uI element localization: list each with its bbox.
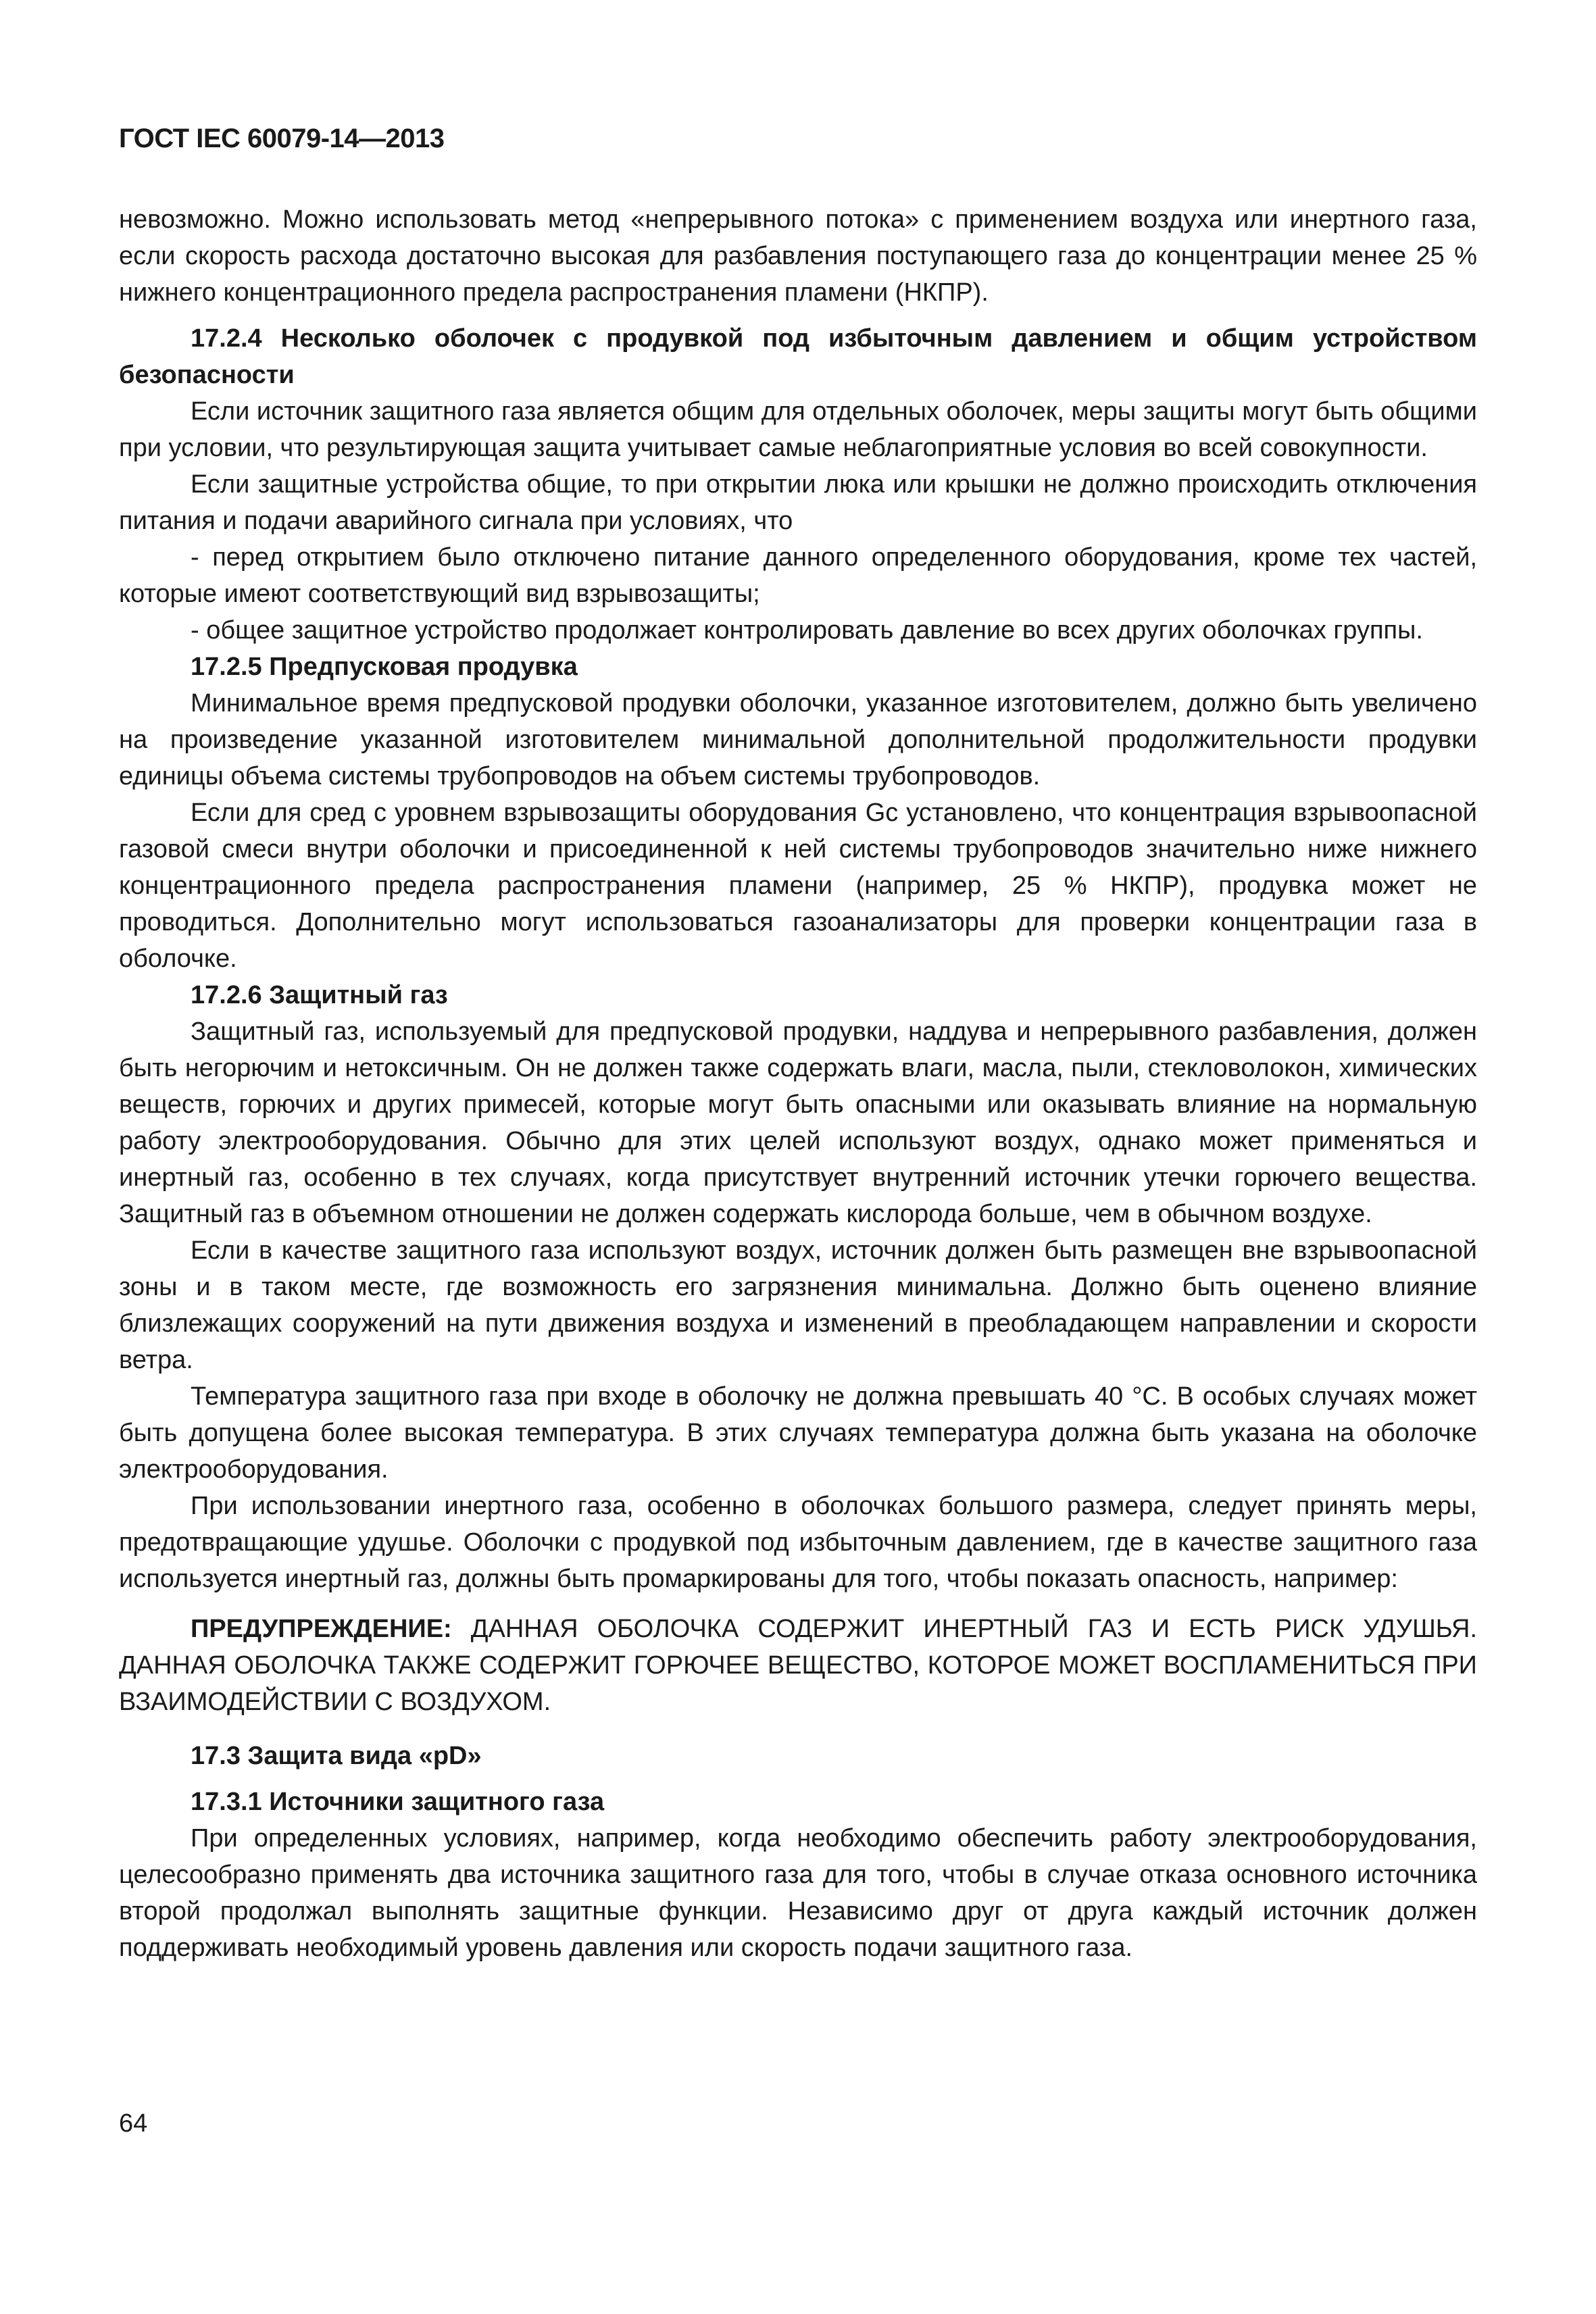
warning-text: ДАННАЯ ОБОЛОЧКА СОДЕРЖИТ ИНЕРТНЫЙ ГАЗ И ЕСТЬ РИСК УДУШЬЯ. ДАННАЯ ОБОЛОЧКА ТАКЖЕ СОДЕРЖИТ ГОРЮЧЕЕ ВЕЩЕСТВО, КОТОРОЕ МОЖЕТ ВОСПЛАМЕНИТЬСЯ ПРИ ВЗАИМОДЕЙСТВИИ С ВОЗДУХОМ.	[119, 1615, 1477, 1716]
paragraph: Минимальное время предпусковой продувки оболочки, указанное изготовителем, должно быть увеличено на произведение указанной изготовителем минимальной дополнительной продолжительности продувки единицы объема системы трубопроводов на объем системы трубопроводов.	[119, 689, 1477, 790]
list-item: - общее защитное устройство продолжает контролировать давление во всех других оболочках группы.	[191, 616, 1423, 645]
paragraph: При определенных условиях, например, когда необходимо обеспечить работу электрооборудования, целесообразно применять два источника защитного газа для того, чтобы в случае отказа основного источника второй продолжал выполнять защитные функции. Независимо друг от друга каждый источник должен поддерживать необходимый уровень давления или скорость подачи защитного газа.	[119, 1824, 1477, 1962]
paragraph: Если в качестве защитного газа используют воздух, источник должен быть размещен вне взрывоопасной зоны и в таком месте, где возможность его загрязнения минимальна. Должно быть оценено влияние близлежащих сооружений на пути движения воздуха и изменений в преобладающем направлении и скорости ветра.	[119, 1236, 1477, 1374]
section-heading: 17.3.1 Источники защитного газа	[191, 1788, 605, 1816]
list-item: - перед открытием было отключено питание данного определенного оборудования, кроме тех частей, которые имеют соответствующий вид взрывозащиты;	[119, 543, 1477, 608]
section-heading: 17.3 Защита вида «pD»	[191, 1742, 482, 1770]
paragraph: Температура защитного газа при входе в оболочку не должна превышать 40 °С. В особых случаях может быть допущена более высокая температура. В этих случаях температура должна быть указана на оболочке электрооборудования.	[119, 1382, 1477, 1484]
warning-block	[119, 1611, 1477, 1720]
section-heading: 17.2.6 Защитный газ	[191, 981, 448, 1009]
paragraph: Если для сред с уровнем взрывозащиты оборудования Gc установлено, что концентрация взрывоопасной газовой смеси внутри оболочки и присоединенной к ней системы трубопроводов значительно ниже нижнего концентрационного предела распространения пламени (например, 25 % НКПР), продувка может не проводиться. Дополнительно могут использоваться газоанализаторы для проверки концентрации газа в оболочке.	[119, 799, 1477, 973]
section-heading: 17.2.4 Несколько оболочек с продувкой под избыточным давлением и общим устройством безопасности	[119, 324, 1477, 389]
paragraph: Если защитные устройства общие, то при открытии люка или крышки не должно происходить отключения питания и подачи аварийного сигнала при условиях, что	[119, 470, 1477, 535]
section-heading: 17.2.5 Предпусковая продувка	[191, 653, 578, 681]
warning-label: ПРЕДУПРЕЖДЕНИЕ:	[191, 1615, 452, 1643]
paragraph: Защитный газ, используемый для предпусковой продувки, наддува и непрерывного разбавления, должен быть негорючим и нетоксичным. Он не должен также содержать влаги, масла, пыли, стекловолокон, химических веществ, горючих и других примесей, которые могут быть опасными или оказывать влияние на нормальную работу электрооборудования. Обычно для этих целей используют воздух, однако может применяться и инертный газ, особенно в тех случаях, когда присутствует внутренний источник утечки горючего вещества. Защитный газ в объемном отношении не должен содержать кислорода больше, чем в обычном воздухе.	[119, 1017, 1477, 1228]
page-number: 64	[119, 2109, 148, 2138]
document-header: ГОСТ IEC 60079-14—2013	[119, 124, 445, 153]
paragraph: При использовании инертного газа, особенно в оболочках большого размера, следует принять меры, предотвращающие удушье. Оболочки с продувкой под избыточным давлением, где в качестве защитного газа используется инертный газ, должны быть промаркированы для того, чтобы показать опасность, например:	[119, 1492, 1477, 1593]
paragraph: Если источник защитного газа является общим для отдельных оболочек, меры защиты могут быть общими при условии, что результирующая защита учитывает самые неблагоприятные условия во всей совокупности.	[119, 397, 1477, 462]
page-body	[119, 201, 1477, 1966]
paragraph: невозможно. Можно использовать метод «непрерывного потока» с применением воздуха или инертного газа, если скорость расхода достаточно высокая для разбавления поступающего газа до концентрации менее 25 % нижнего концентрационного предела распространения пламени (НКПР).	[119, 205, 1477, 307]
